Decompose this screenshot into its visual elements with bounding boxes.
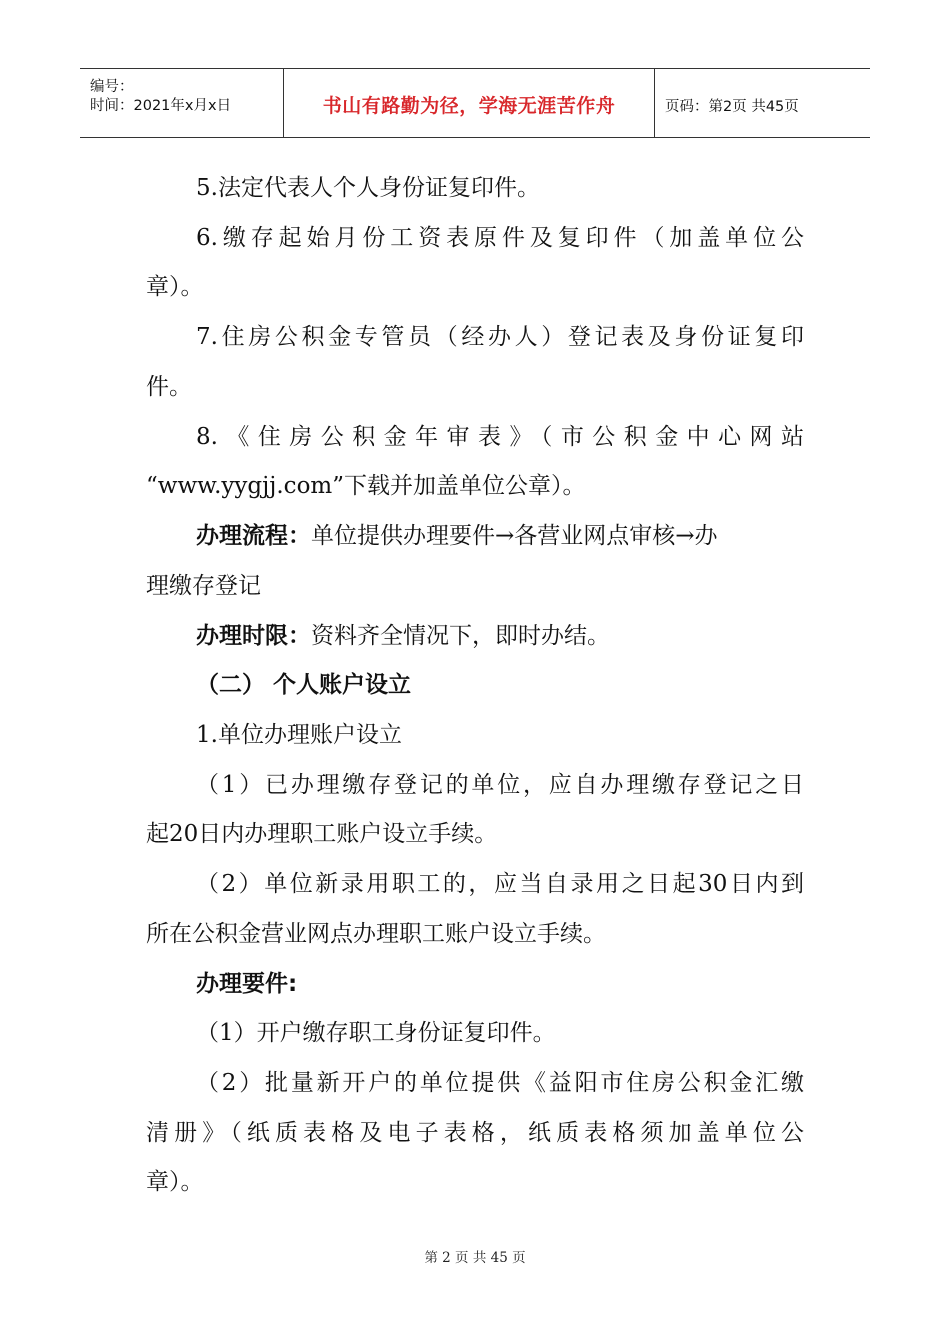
requirement-2-line2: 清册》（纸质表格及电子表格，纸质表格须加盖单位公: [146, 1120, 804, 1146]
item-7-line2: 件。: [146, 374, 192, 400]
item-8-line1: 8.《住房公积金年审表》（市公积金中心网站: [196, 424, 804, 450]
time-limit-line: [196, 622, 610, 650]
requirement-1: （1）开户缴存职工身份证复印件。: [196, 1020, 556, 1046]
clause-1-line2: 起20日内办理职工账户设立手续。: [146, 821, 498, 847]
section-title: （二） 个人账户设立: [196, 672, 412, 698]
clause-2-line2: 所在公积金营业网点办理职工账户设立手续。: [146, 921, 606, 947]
time-limit-text: 资料齐全情况下，即时办结。: [311, 623, 610, 649]
item-5: 5.法定代表人个人身份证复印件。: [196, 175, 540, 201]
document-header: [80, 68, 870, 138]
item-6-line1: 6.缴存起始月份工资表原件及复印件（加盖单位公: [196, 225, 804, 251]
header-page-cell: [656, 69, 870, 137]
item-8-line2: “www.yygjj.com”下载并加盖单位公章）。: [146, 473, 586, 499]
requirement-2-line1: （2）批量新开户的单位提供《益阳市住房公积金汇缴: [196, 1070, 804, 1096]
number-label: 编号：: [90, 79, 134, 95]
process-text: 单位提供办理要件→各营业网点审核→办: [311, 523, 718, 549]
header-info-cell: [80, 69, 284, 137]
clause-1-line1: （1）已办理缴存登记的单位，应自办理缴存登记之日: [196, 772, 804, 798]
motto: 书山有路勤为径，学海无涯苦作舟: [322, 95, 616, 117]
requirements-label: 办理要件:: [196, 971, 298, 997]
time-label: 时间：2021年x月x日: [90, 98, 232, 114]
requirement-2-line3: 章）。: [146, 1169, 204, 1195]
process-label: 办理流程：: [196, 523, 311, 549]
header-motto-cell: [284, 69, 655, 137]
sub-item-1: 1.单位办理账户设立: [196, 722, 402, 748]
page-info: 页码：第2页 共45页: [665, 99, 799, 115]
time-limit-label: 办理时限：: [196, 623, 311, 649]
process-line2: 理缴存登记: [146, 573, 261, 599]
clause-2-line1: （2）单位新录用职工的，应当自录用之日起30日内到: [196, 871, 804, 897]
page-footer: 第 2 页 共 45 页: [424, 1250, 526, 1266]
item-6-line2: 章）。: [146, 274, 204, 300]
process-line1: [196, 522, 718, 550]
item-7-line1: 7.住房公积金专管员（经办人）登记表及身份证复印: [196, 324, 804, 350]
